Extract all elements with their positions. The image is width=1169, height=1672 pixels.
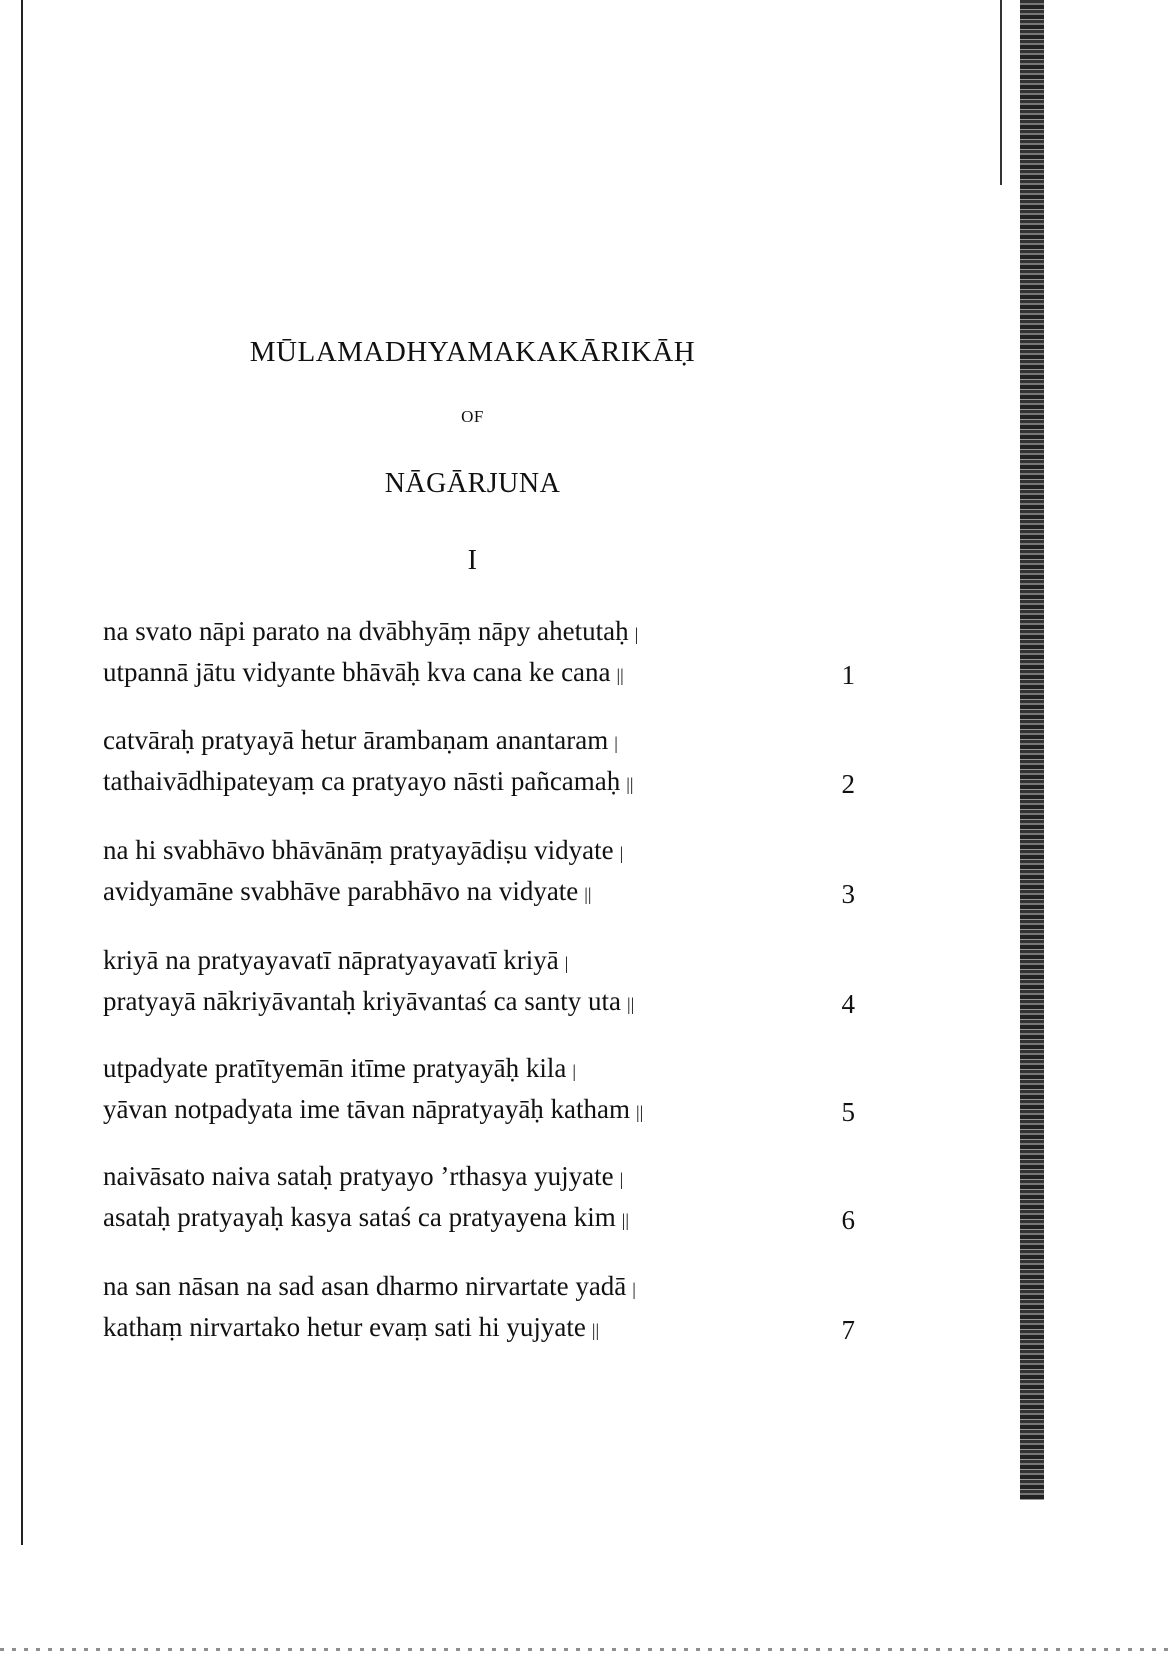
verse-line-2 xyxy=(103,1308,863,1349)
verse-line-1 xyxy=(103,721,863,762)
single-danda: | xyxy=(634,624,639,644)
verse-text: tathaivādhipateyaṃ ca pratyayo nāsti pañcamaḥ xyxy=(103,766,621,796)
verse-7 xyxy=(103,1267,863,1349)
work-title: MŪLAMADHYAMAKAKĀRIKĀḤ xyxy=(249,336,696,368)
single-danda: | xyxy=(564,953,569,973)
single-danda: | xyxy=(632,1279,636,1299)
verse-text: utpannā jātu vidyante bhāvāḥ kva cana ke cana xyxy=(103,657,611,687)
author-name: NĀGĀRJUNA xyxy=(384,468,561,499)
double-danda: || xyxy=(621,1210,629,1230)
verse-3 xyxy=(103,831,863,913)
verse-line-1 xyxy=(103,1267,863,1308)
verse-line-1 xyxy=(103,1049,863,1090)
verse-line-2 xyxy=(103,982,863,1023)
verse-line-2 xyxy=(103,872,863,913)
double-danda: || xyxy=(636,1102,644,1122)
verse-4 xyxy=(103,941,863,1023)
verse-number: 5 xyxy=(841,1097,855,1127)
verse-number: 2 xyxy=(841,769,855,799)
double-danda: || xyxy=(591,1320,600,1340)
verse-text: yāvan notpadyata ime tāvan nāpratyayāḥ katham xyxy=(103,1094,631,1124)
verse-text: na svato nāpi parato na dvābhyāṃ nāpy ahetutaḥ xyxy=(103,616,629,646)
scan-right-line xyxy=(1000,0,1002,185)
verse-line-1 xyxy=(103,1157,863,1198)
verse-line-1 xyxy=(103,831,863,872)
verse-text: na hi svabhāvo bhāvānāṃ pratyayādiṣu vidyate xyxy=(103,835,614,865)
verse-number: 4 xyxy=(841,989,855,1019)
scan-binding-shadow xyxy=(1020,0,1044,1500)
verse-5 xyxy=(103,1049,863,1131)
verse-line-2 xyxy=(103,1090,863,1131)
verse-text: asataḥ pratyayaḥ kasya sataś ca pratyayena kim xyxy=(103,1202,616,1232)
verse-text: kathaṃ nirvartako hetur evaṃ sati hi yujyate xyxy=(103,1312,586,1342)
verse-text: catvāraḥ pratyayā hetur ārambaṇam anantaram xyxy=(103,725,609,755)
verse-text: na san nāsan na sad asan dharmo nirvartate yadā xyxy=(103,1271,627,1301)
verse-line-1 xyxy=(103,941,863,982)
verse-2 xyxy=(103,721,863,803)
verse-text: pratyayā nākriyāvantaḥ kriyāvantaś ca santy uta xyxy=(103,986,622,1016)
verse-number: 1 xyxy=(841,660,855,690)
verse-number: 3 xyxy=(841,879,855,909)
double-danda: || xyxy=(616,665,624,685)
double-danda: || xyxy=(626,774,634,794)
verse-line-1 xyxy=(103,612,863,653)
chapter-number: I xyxy=(467,545,478,576)
single-danda: | xyxy=(572,1061,576,1081)
verse-number: 7 xyxy=(841,1315,855,1345)
single-danda: | xyxy=(619,1169,624,1189)
verse-line-2 xyxy=(103,762,863,803)
double-danda: || xyxy=(627,994,635,1014)
verse-6 xyxy=(103,1157,863,1239)
verse-text: naivāsato naiva sataḥ pratyayo ’rthasya yujyate xyxy=(103,1161,614,1191)
verse-number: 6 xyxy=(841,1205,855,1235)
single-danda: | xyxy=(619,843,624,863)
verse-line-2 xyxy=(103,653,863,694)
verse-line-2 xyxy=(103,1198,863,1239)
scan-left-edge xyxy=(21,0,23,1545)
scan-bottom-edge xyxy=(0,1648,1169,1651)
double-danda: || xyxy=(584,884,592,904)
title-of: OF xyxy=(461,407,484,426)
verse-text: kriyā na pratyayavatī nāpratyayavatī kriyā xyxy=(103,945,559,975)
verse-1 xyxy=(103,612,863,694)
verse-text: avidyamāne svabhāve parabhāvo na vidyate xyxy=(103,876,579,906)
single-danda: | xyxy=(614,733,618,753)
verse-text: utpadyate pratītyemān itīme pratyayāḥ kila xyxy=(103,1053,567,1083)
